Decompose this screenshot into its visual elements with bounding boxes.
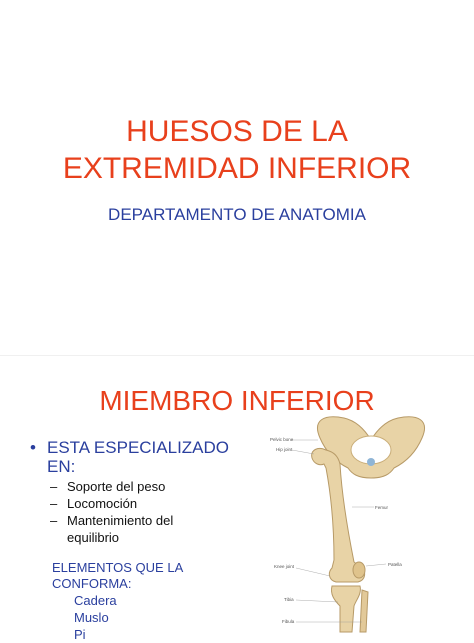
label-knee-joint: Knee joint	[274, 564, 295, 569]
sub-item-line-1: Mantenimiento del	[67, 513, 174, 528]
dash-mark: –	[50, 479, 58, 494]
leader-line	[296, 600, 338, 602]
slide-1-subtitle: DEPARTAMENTO DE ANATOMIA	[108, 205, 366, 224]
main-bullet-line-2: EN:	[47, 457, 76, 476]
tibia-shape	[331, 586, 360, 632]
label-femur: Femur	[375, 505, 389, 510]
leader-line	[292, 450, 314, 454]
slide-divider	[0, 355, 474, 356]
sub-item-line-2: equilibrio	[67, 530, 120, 545]
bullet-dot: •	[30, 438, 36, 457]
dash-mark: –	[50, 496, 58, 511]
element-cadera: Cadera	[74, 593, 117, 608]
leader-line	[296, 568, 330, 576]
title-line-2: EXTREMIDAD INFERIOR	[62, 152, 412, 185]
label-hip-joint: Hip joint	[276, 447, 293, 452]
main-bullet-line-1: ESTA ESPECIALIZADO	[47, 438, 230, 457]
elements-heading-line-2: CONFORMA:	[52, 576, 132, 591]
sub-item-label: Locomoción	[67, 496, 138, 511]
dash-mark: –	[50, 513, 58, 528]
label-fibula: Fibula	[282, 619, 295, 624]
label-pelvic-bone: Pelvic bone	[270, 437, 294, 442]
fibula-shape	[360, 590, 368, 632]
slide-1-title	[0, 113, 474, 187]
title-line-1: HUESOS DE LA	[126, 115, 348, 148]
sub-item-label	[67, 512, 217, 546]
element-pie: Pi	[74, 627, 86, 642]
main-bullet-text	[47, 438, 242, 476]
patella-shape	[353, 562, 365, 578]
elements-heading	[52, 560, 202, 592]
slide-2-title: MIEMBRO INFERIOR	[99, 385, 375, 416]
elements-heading-line-1: ELEMENTOS QUE LA	[52, 560, 184, 575]
sacrum-marker	[367, 458, 375, 466]
lower-limb-bones-figure	[262, 410, 474, 632]
element-muslo: Muslo	[74, 610, 109, 625]
leader-line	[366, 564, 386, 566]
label-patella: Patella	[388, 562, 402, 567]
label-tibia: Tibia	[284, 597, 294, 602]
sub-item-label: Soporte del peso	[67, 479, 166, 494]
